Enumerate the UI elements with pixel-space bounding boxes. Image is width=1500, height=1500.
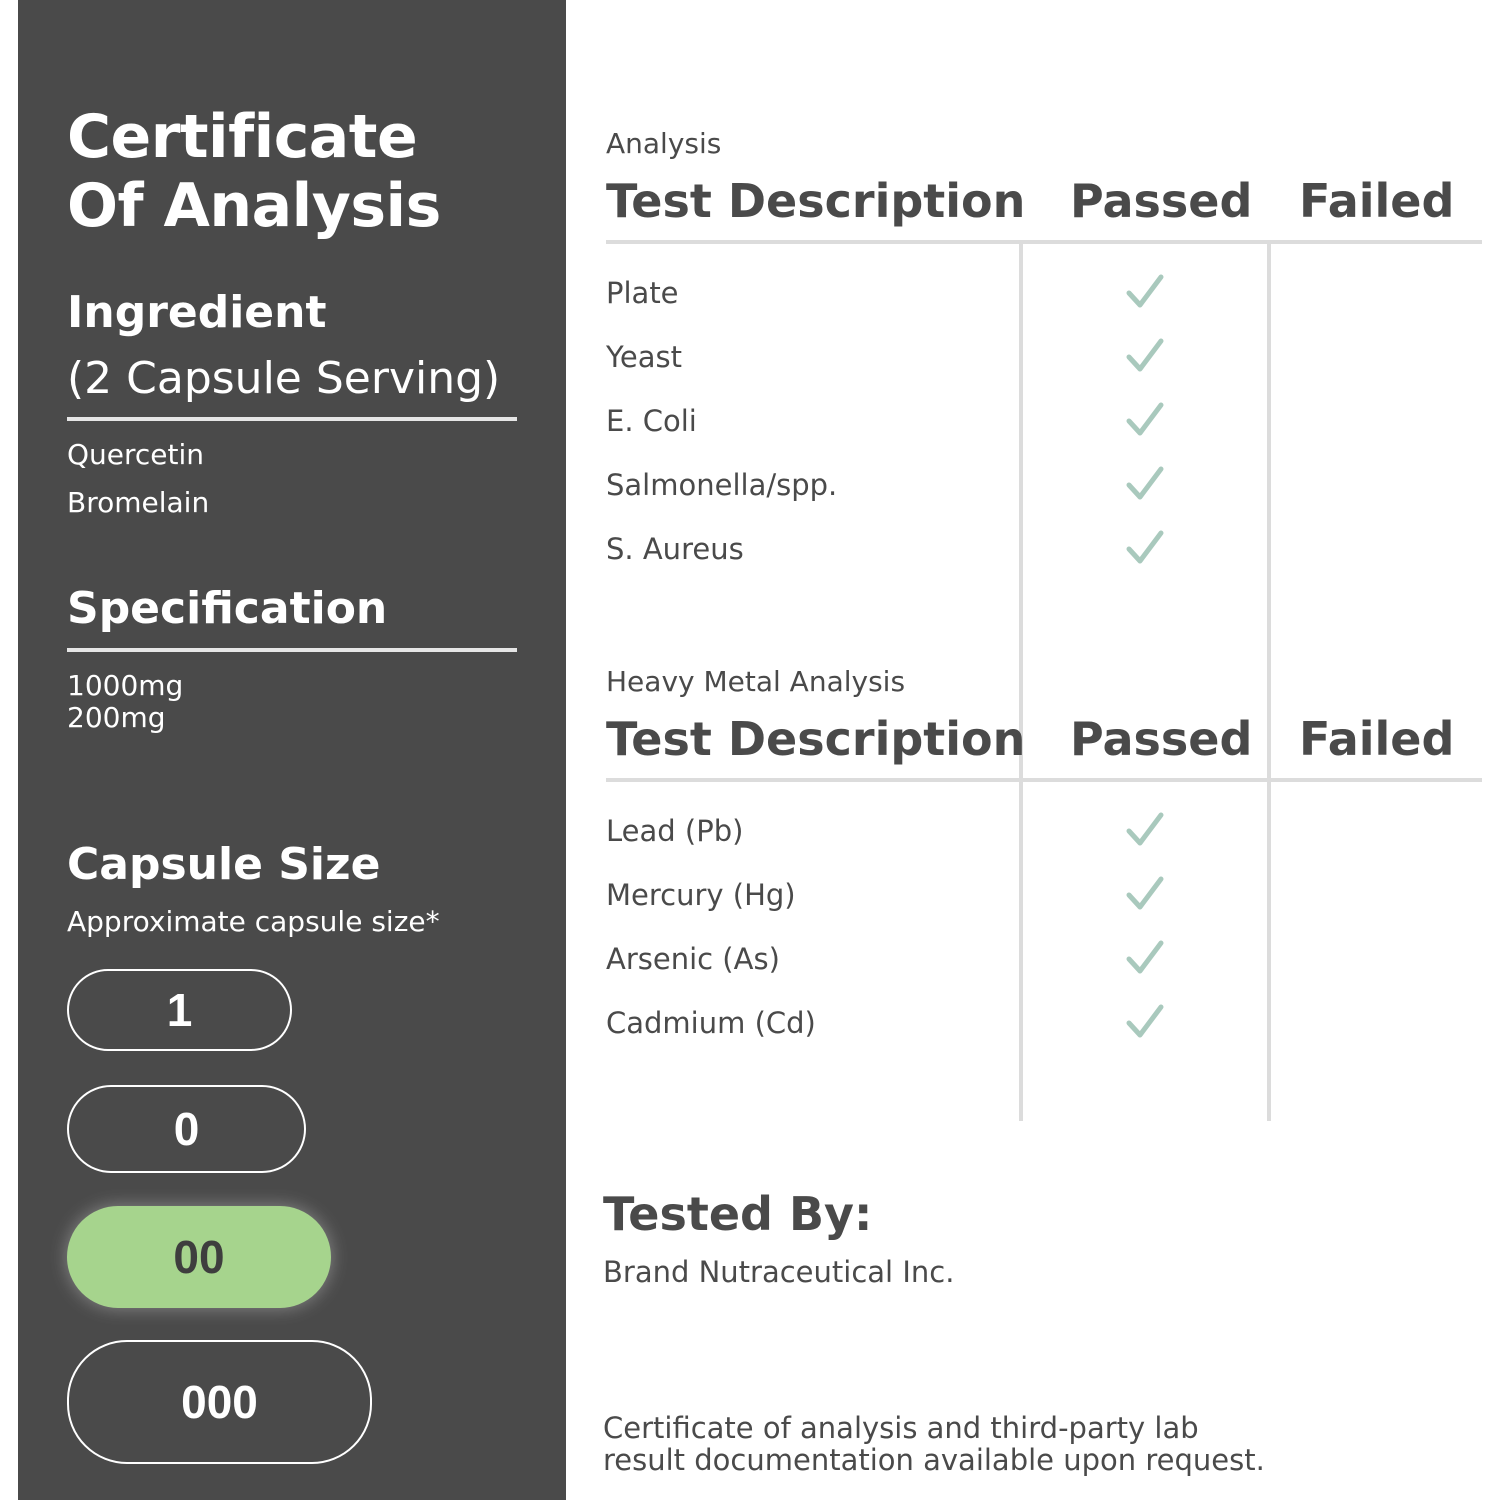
check-icon bbox=[1125, 874, 1165, 914]
tested-by-name: Brand Nutraceutical Inc. bbox=[603, 1255, 955, 1289]
analysis-col-divider bbox=[1019, 243, 1023, 780]
check-icon bbox=[1125, 336, 1165, 376]
analysis-section-label: Analysis bbox=[606, 127, 722, 160]
check-icon bbox=[1125, 528, 1165, 568]
title-line-1: Certificate bbox=[67, 102, 418, 172]
specification-rule bbox=[67, 648, 517, 652]
specification-heading: Specification bbox=[67, 583, 388, 634]
test-row-label: Salmonella/spp. bbox=[606, 468, 838, 502]
capsule-size-000: 000 bbox=[67, 1340, 372, 1464]
ingredient-subheading: (2 Capsule Serving) bbox=[67, 353, 501, 404]
analysis-col-divider bbox=[1267, 243, 1271, 780]
test-row-label: S. Aureus bbox=[606, 532, 744, 566]
analysis-header-rule bbox=[606, 240, 1482, 244]
test-row-label: Plate bbox=[606, 276, 679, 310]
ingredient-item: Quercetin bbox=[67, 438, 205, 471]
heavy-metal-header-rule bbox=[606, 778, 1482, 782]
tested-by-heading: Tested By: bbox=[603, 1187, 873, 1241]
test-row-label: Yeast bbox=[606, 340, 682, 374]
capsule-size-0: 0 bbox=[67, 1085, 306, 1173]
ingredient-item: Bromelain bbox=[67, 486, 210, 519]
title-line-2: Of Analysis bbox=[67, 171, 441, 241]
footer-note-line-1: Certificate of analysis and third-party lab bbox=[603, 1411, 1199, 1445]
heavy-metal-col-description: Test Description bbox=[606, 712, 1026, 766]
check-icon bbox=[1125, 400, 1165, 440]
ingredient-rule bbox=[67, 417, 517, 421]
heavy-metal-col-failed: Failed bbox=[1299, 712, 1455, 766]
test-row-label: Lead (Pb) bbox=[606, 814, 744, 848]
heavy-metal-col-divider bbox=[1267, 781, 1271, 1121]
test-row-label: Cadmium (Cd) bbox=[606, 1006, 816, 1040]
capsule-size-00: 00 bbox=[67, 1206, 331, 1308]
check-icon bbox=[1125, 464, 1165, 504]
check-icon bbox=[1125, 1002, 1165, 1042]
footer-note-line-2: result documentation available upon request. bbox=[603, 1443, 1265, 1477]
capsule-size-1: 1 bbox=[67, 969, 292, 1051]
specification-item: 1000mg bbox=[67, 669, 184, 702]
ingredient-heading: Ingredient bbox=[67, 287, 327, 338]
analysis-col-description: Test Description bbox=[606, 174, 1026, 228]
test-row-label: E. Coli bbox=[606, 404, 697, 438]
capsule-size-heading: Capsule Size bbox=[67, 839, 381, 890]
specification-item: 200mg bbox=[67, 701, 166, 734]
heavy-metal-col-divider bbox=[1019, 781, 1023, 1121]
capsule-size-subheading: Approximate capsule size* bbox=[67, 905, 440, 938]
analysis-col-passed: Passed bbox=[1070, 174, 1253, 228]
check-icon bbox=[1125, 272, 1165, 312]
analysis-col-failed: Failed bbox=[1299, 174, 1455, 228]
check-icon bbox=[1125, 810, 1165, 850]
check-icon bbox=[1125, 938, 1165, 978]
heavy-metal-col-passed: Passed bbox=[1070, 712, 1253, 766]
test-row-label: Arsenic (As) bbox=[606, 942, 780, 976]
heavy-metal-section-label: Heavy Metal Analysis bbox=[606, 665, 906, 698]
test-row-label: Mercury (Hg) bbox=[606, 878, 796, 912]
